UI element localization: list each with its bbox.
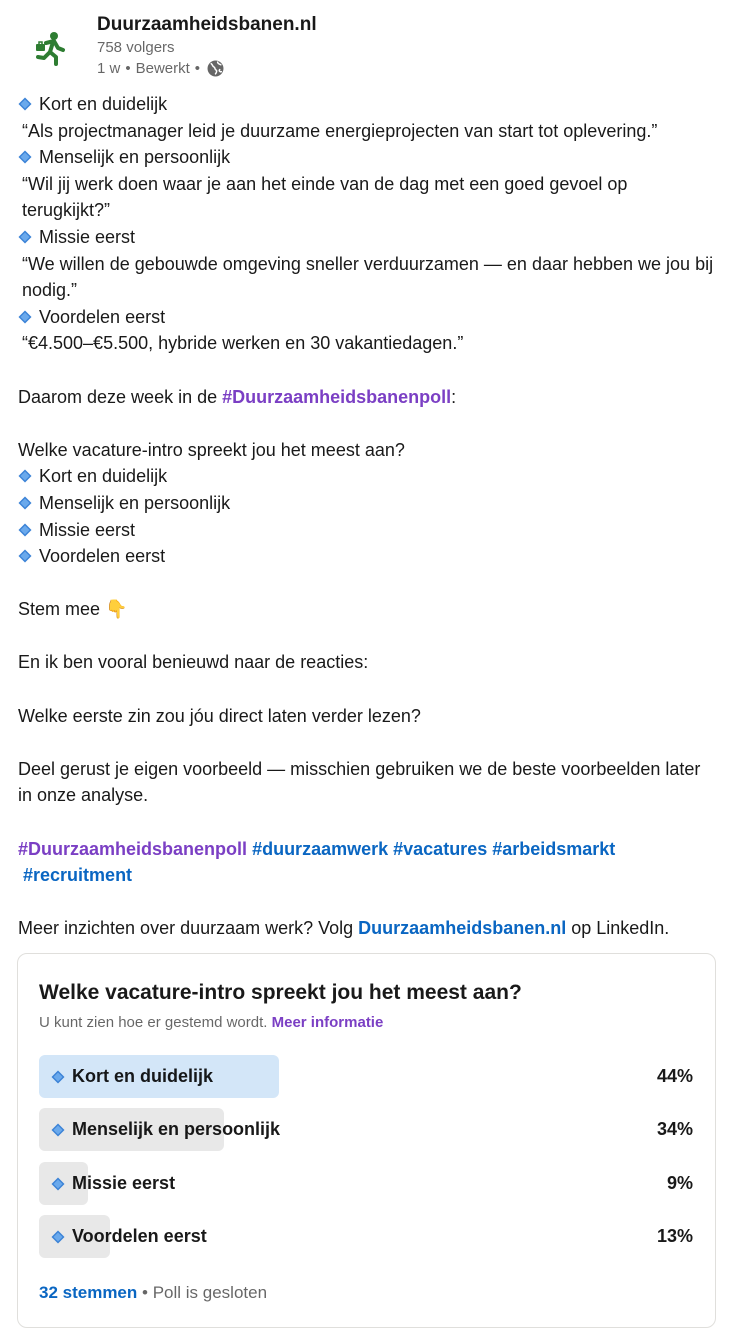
hashtag-link[interactable]: #recruitment: [23, 865, 133, 886]
post-intro-lines: [18, 91, 718, 357]
poll-status: Poll is gesloten: [152, 1283, 268, 1302]
line-text: “Wil jij werk doen waar je aan het einde van de dag met een goed gevoel op terugkijkt?”: [22, 173, 633, 221]
blue-diamond-icon: [18, 496, 32, 510]
post-option-item: [18, 490, 718, 517]
vote-call: Stem mee 👇: [18, 599, 128, 620]
blue-diamond-icon: [51, 1177, 65, 1191]
poll-visibility-note: [39, 1014, 383, 1031]
follower-count: 758 volgers: [97, 39, 175, 56]
hashtag-link[interactable]: #vacatures: [393, 838, 488, 859]
company-link[interactable]: Duurzaamheidsbanen.nl: [358, 918, 567, 939]
blue-diamond-icon: [18, 310, 32, 324]
hashtag-link[interactable]: #Duurzaamheidsbanenpoll: [222, 386, 452, 407]
line-text: Kort en duidelijk: [39, 94, 168, 114]
poll-option-text: Menselijk en persoonlijk: [72, 1119, 281, 1139]
hashtag-link[interactable]: #arbeidsmarkt: [492, 838, 616, 859]
blue-diamond-icon: [18, 549, 32, 563]
spacer: [18, 676, 718, 703]
poll-option[interactable]: [39, 1108, 693, 1151]
poll-option[interactable]: [39, 1055, 693, 1098]
option-text: Missie eerst: [39, 519, 136, 540]
post-question: Welke vacature-intro spreekt jou het meest aan?: [18, 439, 405, 460]
post-meta: [97, 60, 224, 77]
spacer: [18, 729, 718, 756]
hashtag-row: [18, 862, 718, 889]
more-info-link[interactable]: Meer informatie: [271, 1014, 384, 1031]
poll-option-percent: 34%: [656, 1119, 693, 1139]
poll-option[interactable]: [39, 1162, 693, 1205]
vote-count-link[interactable]: 32 stemmen: [39, 1283, 138, 1302]
hashtag-link[interactable]: #Duurzaamheidsbanenpoll: [18, 838, 248, 859]
intro-style-heading: [18, 304, 718, 331]
intro-style-heading: [18, 144, 718, 171]
footer-separator: •: [142, 1283, 148, 1302]
option-text: Voordelen eerst: [39, 546, 166, 567]
poll-option-percent: 44%: [656, 1066, 693, 1086]
intro-style-example: [18, 118, 718, 145]
poll-option-label: [51, 1173, 175, 1194]
hashtag-row: [18, 836, 718, 863]
spacer: [18, 570, 718, 597]
poll-option-percent: 9%: [666, 1173, 693, 1193]
poll-option-text: Missie eerst: [72, 1173, 176, 1193]
option-text: Kort en duidelijk: [39, 466, 168, 487]
edited-label: Bewerkt: [135, 60, 190, 77]
post-age: 1 w: [97, 60, 121, 77]
spacer: [18, 623, 718, 650]
poll-card: [17, 953, 716, 1328]
blue-diamond-icon: [18, 523, 32, 537]
post-option-item: [18, 543, 718, 570]
line-text: Menselijk en persoonlijk: [39, 147, 231, 168]
poll-option-label: [51, 1226, 207, 1247]
follow-text: Meer inzichten over duurzaam werk? Volg: [18, 918, 359, 939]
post-option-list: [18, 463, 718, 569]
globe-icon: [207, 60, 224, 77]
blue-diamond-icon: [18, 469, 32, 483]
poll-option-text: Kort en duidelijk: [72, 1066, 214, 1086]
hashtag-link[interactable]: #duurzaamwerk: [252, 838, 389, 859]
blue-diamond-icon: [18, 150, 32, 164]
line-text: “€4.500–€5.500, hybride werken en 30 vakantiedagen.”: [22, 333, 464, 354]
spacer: [18, 889, 718, 916]
company-name[interactable]: Duurzaamheidsbanen.nl: [97, 14, 317, 35]
intro-style-example: [18, 330, 718, 357]
poll-option-label: [51, 1066, 213, 1087]
intro-style-heading: [18, 91, 718, 118]
running-person-logo-icon[interactable]: [32, 30, 68, 66]
poll-footer: [39, 1283, 267, 1303]
line-text: Missie eerst: [39, 226, 136, 247]
intro-style-heading: [18, 224, 718, 251]
line-text: Voordelen eerst: [39, 306, 166, 327]
meta-separator: •: [125, 60, 131, 77]
week-intro-text: Daarom deze week in de: [18, 386, 223, 407]
post-body: [18, 91, 718, 942]
post-option-item: [18, 517, 718, 544]
post-option-item: [18, 463, 718, 490]
blue-diamond-icon: [51, 1123, 65, 1137]
post-header: [18, 10, 718, 86]
line-text: “Als projectmanager leid je duurzame energieprojecten van start tot oplevering.”: [22, 120, 658, 141]
spacer: [18, 357, 718, 384]
blue-diamond-icon: [51, 1230, 65, 1244]
follow-text-end: op LinkedIn.: [566, 918, 670, 939]
line-text: “We willen de gebouwde omgeving sneller verduurzamen — en daar hebben we jou bij nodig.”: [22, 253, 719, 301]
week-intro-colon: :: [451, 386, 457, 407]
option-text: Menselijk en persoonlijk: [39, 492, 231, 513]
intro-style-example: [18, 171, 718, 224]
intro-style-example: [18, 251, 718, 304]
week-intro: [18, 384, 718, 411]
share-text: Deel gerust je eigen voorbeeld — misschien gebruiken we de beste voorbeelden later in onze analyse.: [18, 758, 706, 806]
meta-separator: •: [194, 60, 201, 77]
curious-text: En ik ben vooral benieuwd naar de reacties:: [18, 652, 369, 673]
poll-option-text: Voordelen eerst: [72, 1226, 207, 1246]
poll-option[interactable]: [39, 1215, 693, 1258]
blue-diamond-icon: [51, 1070, 65, 1084]
poll-question: Welke vacature-intro spreekt jou het meest aan?: [39, 981, 522, 1004]
poll-option-percent: 13%: [656, 1226, 693, 1246]
poll-note-text: U kunt zien hoe er gestemd wordt.: [39, 1014, 268, 1031]
spacer: [18, 410, 718, 437]
follow-line: [18, 915, 718, 942]
blue-diamond-icon: [18, 97, 32, 111]
poll-option-label: [51, 1119, 280, 1140]
first-sentence-question: Welke eerste zin zou jóu direct laten verder lezen?: [18, 705, 421, 726]
blue-diamond-icon: [18, 230, 32, 244]
spacer: [18, 809, 718, 836]
